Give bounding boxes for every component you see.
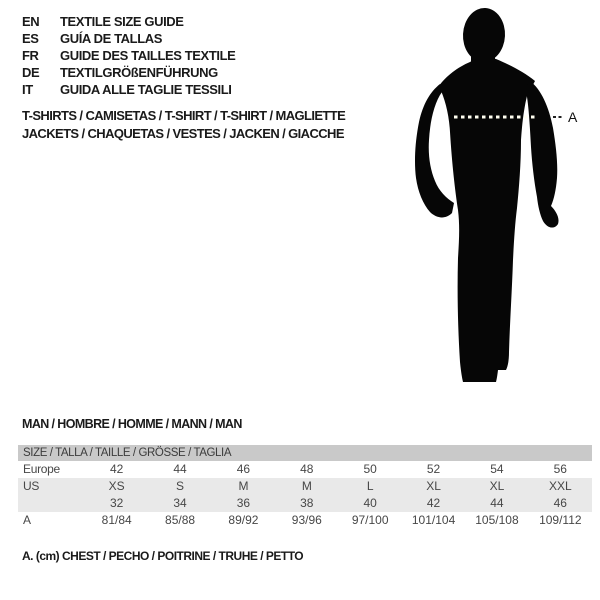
category-line-jackets: JACKETS / CHAQUETAS / VESTES / JACKEN / GIACCHE [22,126,344,141]
row-label [18,495,85,512]
size-cell: 42 [426,496,441,510]
size-cell: 54 [490,462,504,476]
table-row-us [18,478,592,495]
size-cell: 93/96 [291,513,322,527]
size-cell: 32 [110,496,124,510]
language-code: ES [22,31,39,46]
language-code: FR [22,48,39,63]
size-cell: 85/88 [165,513,196,527]
torso-legs-shape [439,58,535,382]
language-row-es [22,30,235,47]
size-cell: 46 [553,496,567,510]
row-label: US [23,479,40,493]
size-cell: 48 [300,462,314,476]
language-code: DE [22,65,40,80]
man-silhouette-figure [400,0,600,392]
size-cell: M [238,479,249,493]
language-code: EN [22,14,40,29]
measure-label-a: A [568,109,578,125]
section-title-man: MAN / HOMBRE / HOMME / MANN / MAN [22,417,242,431]
size-cell: XL [489,479,505,493]
right-arm-shape [527,81,559,228]
language-list [22,13,235,98]
size-cell: M [301,479,312,493]
language-row-fr [22,47,235,64]
language-row-it [22,81,235,98]
size-cell: S [176,479,185,493]
size-cell: 46 [236,462,251,476]
table-row-europe [18,461,592,478]
table-row-uk [18,495,592,512]
size-cell: 109/112 [539,513,582,527]
size-table-header: SIZE / TALLA / TAILLE / GRÖSSE / TAGLIA [18,445,592,461]
size-cell: 44 [173,462,187,476]
table-row-chest-a [18,512,592,529]
size-cell: 52 [426,462,441,476]
size-cell: 34 [173,496,187,510]
size-cell: XS [108,479,125,493]
size-cell: 50 [363,462,377,476]
size-cell: XL [426,479,441,493]
size-cell: 38 [300,496,314,510]
size-cell: 97/100 [351,513,389,527]
size-cell: 101/104 [411,513,456,527]
size-cell: 42 [110,462,124,476]
footnote-chest-measure: A. (cm) CHEST / PECHO / POITRINE / TRUHE / PETTO [22,549,304,563]
size-cell: 81/84 [101,513,132,527]
size-cell: 89/92 [228,513,259,527]
category-line-tshirts: T-SHIRTS / CAMISETAS / T-SHIRT / T-SHIRT / MAGLIETTE [22,108,346,123]
language-code: IT [22,82,33,97]
language-label: GUIDE DES TAILLES TEXTILE [60,48,236,63]
size-table [18,445,592,529]
size-cell: L [366,479,374,493]
row-label: A [23,513,31,527]
language-label: GUÍA DE TALLAS [60,31,163,46]
size-cell: 36 [236,496,251,510]
language-label: TEXTILE SIZE GUIDE [60,14,184,29]
size-cell: 44 [490,496,504,510]
size-cell: 56 [553,462,567,476]
language-row-de [22,64,235,81]
man-silhouette [415,7,559,382]
language-label: GUIDA ALLE TAGLIE TESSILI [60,82,232,97]
size-cell: XXL [548,479,572,493]
row-label: Europe [23,462,60,476]
category-lines [22,107,345,143]
size-cell: 40 [363,496,377,510]
language-label: TEXTILGRÖßENFÜHRUNG [60,65,218,80]
size-cell: 105/108 [475,513,519,527]
language-row-en [22,13,235,30]
